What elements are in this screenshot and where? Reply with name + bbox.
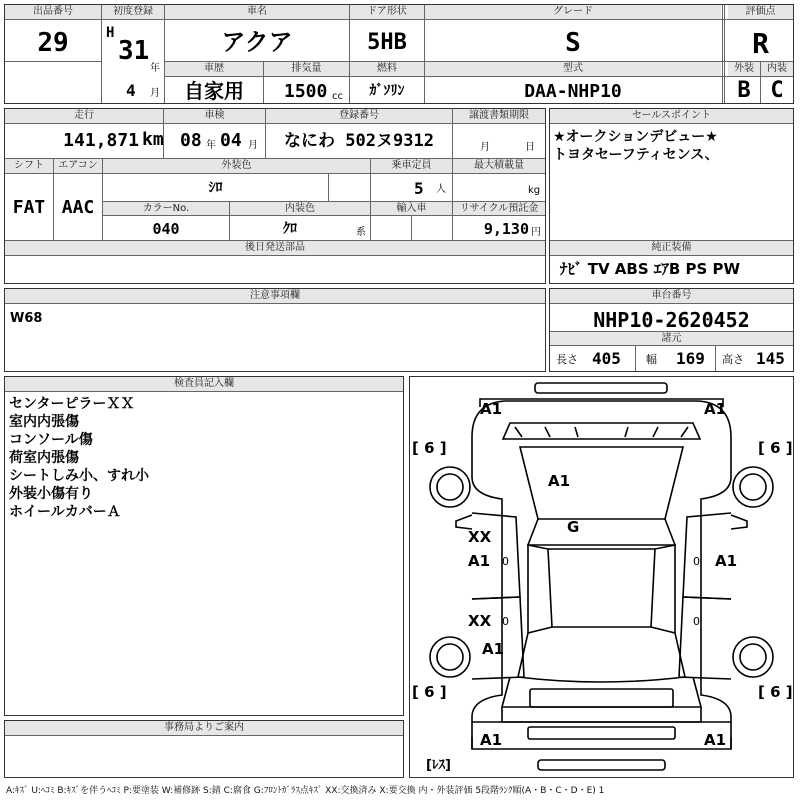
equipment-items: ﾅﾋﾞ TV ABS ｴｱB PS PW bbox=[560, 260, 741, 278]
caution-text: W68 bbox=[10, 311, 43, 326]
tire-tread-front-left: [ 6 ] bbox=[412, 439, 447, 457]
displacement-unit: cc bbox=[332, 91, 343, 102]
sales-point-text bbox=[553, 128, 719, 164]
inspection-year-unit: 年 bbox=[206, 140, 216, 151]
model-code: DAA-NHP10 bbox=[524, 81, 622, 102]
import-label: 輸入車 bbox=[371, 202, 452, 215]
first-reg-month: 4 bbox=[126, 81, 136, 100]
later-parts-label: 後日発送部品 bbox=[5, 241, 545, 255]
mark-xx-rear: XX bbox=[468, 612, 492, 630]
height: 145 bbox=[756, 349, 785, 368]
inspector-line: 室内内張傷 bbox=[9, 414, 79, 430]
int-color-label: 内装色 bbox=[230, 202, 370, 215]
sales-point-label: セールスポイント bbox=[550, 109, 793, 123]
mark-left-front-door: A1 bbox=[468, 552, 491, 570]
score: R bbox=[752, 27, 769, 60]
sales-point-line: ★オークションデビュー★ bbox=[553, 129, 718, 145]
mark-roof: A1 bbox=[548, 472, 571, 490]
fuel-label: 燃料 bbox=[350, 62, 424, 76]
inspection-month-unit: 月 bbox=[248, 140, 258, 151]
inspector-line: コンソール傷 bbox=[9, 432, 93, 448]
color-label: 外装色 bbox=[103, 159, 370, 173]
spec-label: 諸元 bbox=[550, 332, 793, 345]
recycle-unit: 円 bbox=[531, 227, 541, 238]
mark-zero: 0 bbox=[693, 615, 700, 628]
mark-front-right: A1 bbox=[704, 400, 727, 418]
tire-tread-rear-left: [ 6 ] bbox=[412, 683, 447, 701]
chassis-number: NHP10-2620452 bbox=[593, 308, 750, 332]
plate-label: 登録番号 bbox=[266, 109, 452, 123]
ac-label: エアコン bbox=[54, 159, 102, 173]
inspector-line: 外装小傷有り bbox=[9, 486, 93, 502]
mark-xx-front: XX bbox=[468, 528, 492, 546]
car-name: アクア bbox=[221, 28, 293, 56]
mileage-label: 走行 bbox=[5, 109, 163, 123]
car-outline bbox=[410, 377, 793, 777]
score-label: 評価点 bbox=[728, 5, 793, 19]
lot-label: 出品番号 bbox=[5, 5, 101, 19]
aircon: AAC bbox=[61, 197, 95, 218]
recycle-fee: 9,130 bbox=[483, 220, 529, 238]
inspection-year: 08 bbox=[180, 130, 202, 151]
interior-color: ｸﾛ bbox=[283, 221, 297, 237]
lot-number: 29 bbox=[37, 28, 69, 58]
color-number: 040 bbox=[152, 220, 180, 238]
inspection-label: 車検 bbox=[164, 109, 265, 123]
exterior-label: 外装 bbox=[728, 62, 760, 76]
inspector-line: ホイールカバーＡ bbox=[9, 504, 121, 520]
exterior-color: ｼﾛ bbox=[208, 180, 223, 196]
length-label: 長さ bbox=[556, 353, 578, 366]
inspector-label: 検査員記入欄 bbox=[5, 377, 403, 391]
mark-zero: 0 bbox=[502, 555, 509, 568]
color-no-label: カラーNo. bbox=[103, 202, 229, 215]
sales-point-line: トヨタセーフティセンス、 bbox=[553, 147, 719, 163]
mark-zero: 0 bbox=[693, 555, 700, 568]
shift: FAT bbox=[12, 197, 46, 218]
inspector-line: センターピラーＸＸ bbox=[9, 396, 135, 412]
mileage: 141,871 bbox=[63, 130, 139, 151]
model-code-label: 型式 bbox=[425, 62, 721, 76]
month-unit: 月 bbox=[150, 88, 160, 99]
capacity-unit: 人 bbox=[436, 184, 446, 195]
office-label: 事務局よりご案内 bbox=[5, 721, 403, 735]
inspector-line: 荷室内張傷 bbox=[9, 450, 79, 466]
load-label: 最大積載量 bbox=[453, 159, 545, 173]
interior-label: 内装 bbox=[761, 62, 793, 76]
capacity: 5 bbox=[414, 179, 424, 198]
displacement: 1500 bbox=[284, 81, 328, 102]
grade-label: グレード bbox=[425, 5, 721, 19]
year-unit: 年 bbox=[150, 63, 160, 74]
mileage-unit: km bbox=[142, 129, 164, 150]
grade: S bbox=[565, 28, 581, 58]
era: H bbox=[106, 25, 115, 41]
plate-number: なにわ 502ヌ9312 bbox=[284, 131, 434, 151]
width: 169 bbox=[676, 349, 705, 368]
interior-grade: C bbox=[770, 78, 784, 103]
chassis-label: 車台番号 bbox=[550, 289, 793, 303]
car-name-label: 車名 bbox=[165, 5, 349, 19]
transfer-label: 譲渡書類期限 bbox=[453, 109, 545, 123]
mark-left-rear: A1 bbox=[482, 640, 505, 658]
inspector-line: シートしみ小、すれ小 bbox=[9, 468, 149, 484]
legend: A:ｷｽﾞ U:ﾍｺﾐ B:ｷｽﾞを伴うﾍｺﾐ P:要塗装 W:補修跡 S:錆 C:腐食 G:ﾌﾛﾝﾄｶﾞﾗｽ点ｷｽﾞ XX:交換済み X:要交換 内・外装評価 5段階ﾗﾝｸ順(A・B・C・D・E) 1 bbox=[6, 786, 605, 796]
fuel: ｶﾞｿﾘﾝ bbox=[369, 83, 405, 99]
spare-tire: [ﾚｽ] bbox=[426, 758, 451, 773]
door-type: 5HB bbox=[367, 30, 407, 55]
load-unit: kg bbox=[528, 185, 541, 196]
transfer-month-unit: 月 bbox=[480, 142, 490, 153]
history-label: 車歴 bbox=[165, 62, 263, 76]
shift-label: シフト bbox=[5, 159, 53, 173]
mark-glass: G bbox=[567, 518, 580, 536]
mark-front-left: A1 bbox=[480, 400, 503, 418]
equipment-label: 純正装備 bbox=[550, 241, 793, 255]
mark-right-door: A1 bbox=[715, 552, 738, 570]
caution-label: 注意事項欄 bbox=[5, 289, 545, 303]
first-reg-label: 初度登録 bbox=[102, 5, 164, 19]
exterior-grade: B bbox=[737, 78, 751, 103]
door-label: ドア形状 bbox=[350, 5, 424, 19]
first-reg-year: 31 bbox=[118, 36, 150, 66]
width-label: 幅 bbox=[646, 353, 657, 366]
capacity-label: 乗車定員 bbox=[371, 159, 452, 173]
mark-rear-right: A1 bbox=[704, 731, 727, 749]
inspection-month: 04 bbox=[220, 130, 242, 151]
mark-rear-left: A1 bbox=[480, 731, 503, 749]
history: 自家用 bbox=[184, 79, 244, 103]
inspector-notes bbox=[9, 395, 149, 521]
height-label: 高さ bbox=[722, 353, 744, 366]
tire-tread-front-right: [ 6 ] bbox=[758, 439, 793, 457]
tire-tread-rear-right: [ 6 ] bbox=[758, 683, 793, 701]
transfer-day-unit: 日 bbox=[525, 142, 535, 153]
displacement-label: 排気量 bbox=[264, 62, 349, 76]
mark-zero: 0 bbox=[502, 615, 509, 628]
car-diagram bbox=[409, 376, 794, 778]
length: 405 bbox=[592, 349, 621, 368]
recycle-label: リサイクル預託金 bbox=[453, 202, 545, 215]
int-color-unit: 系 bbox=[356, 227, 366, 238]
